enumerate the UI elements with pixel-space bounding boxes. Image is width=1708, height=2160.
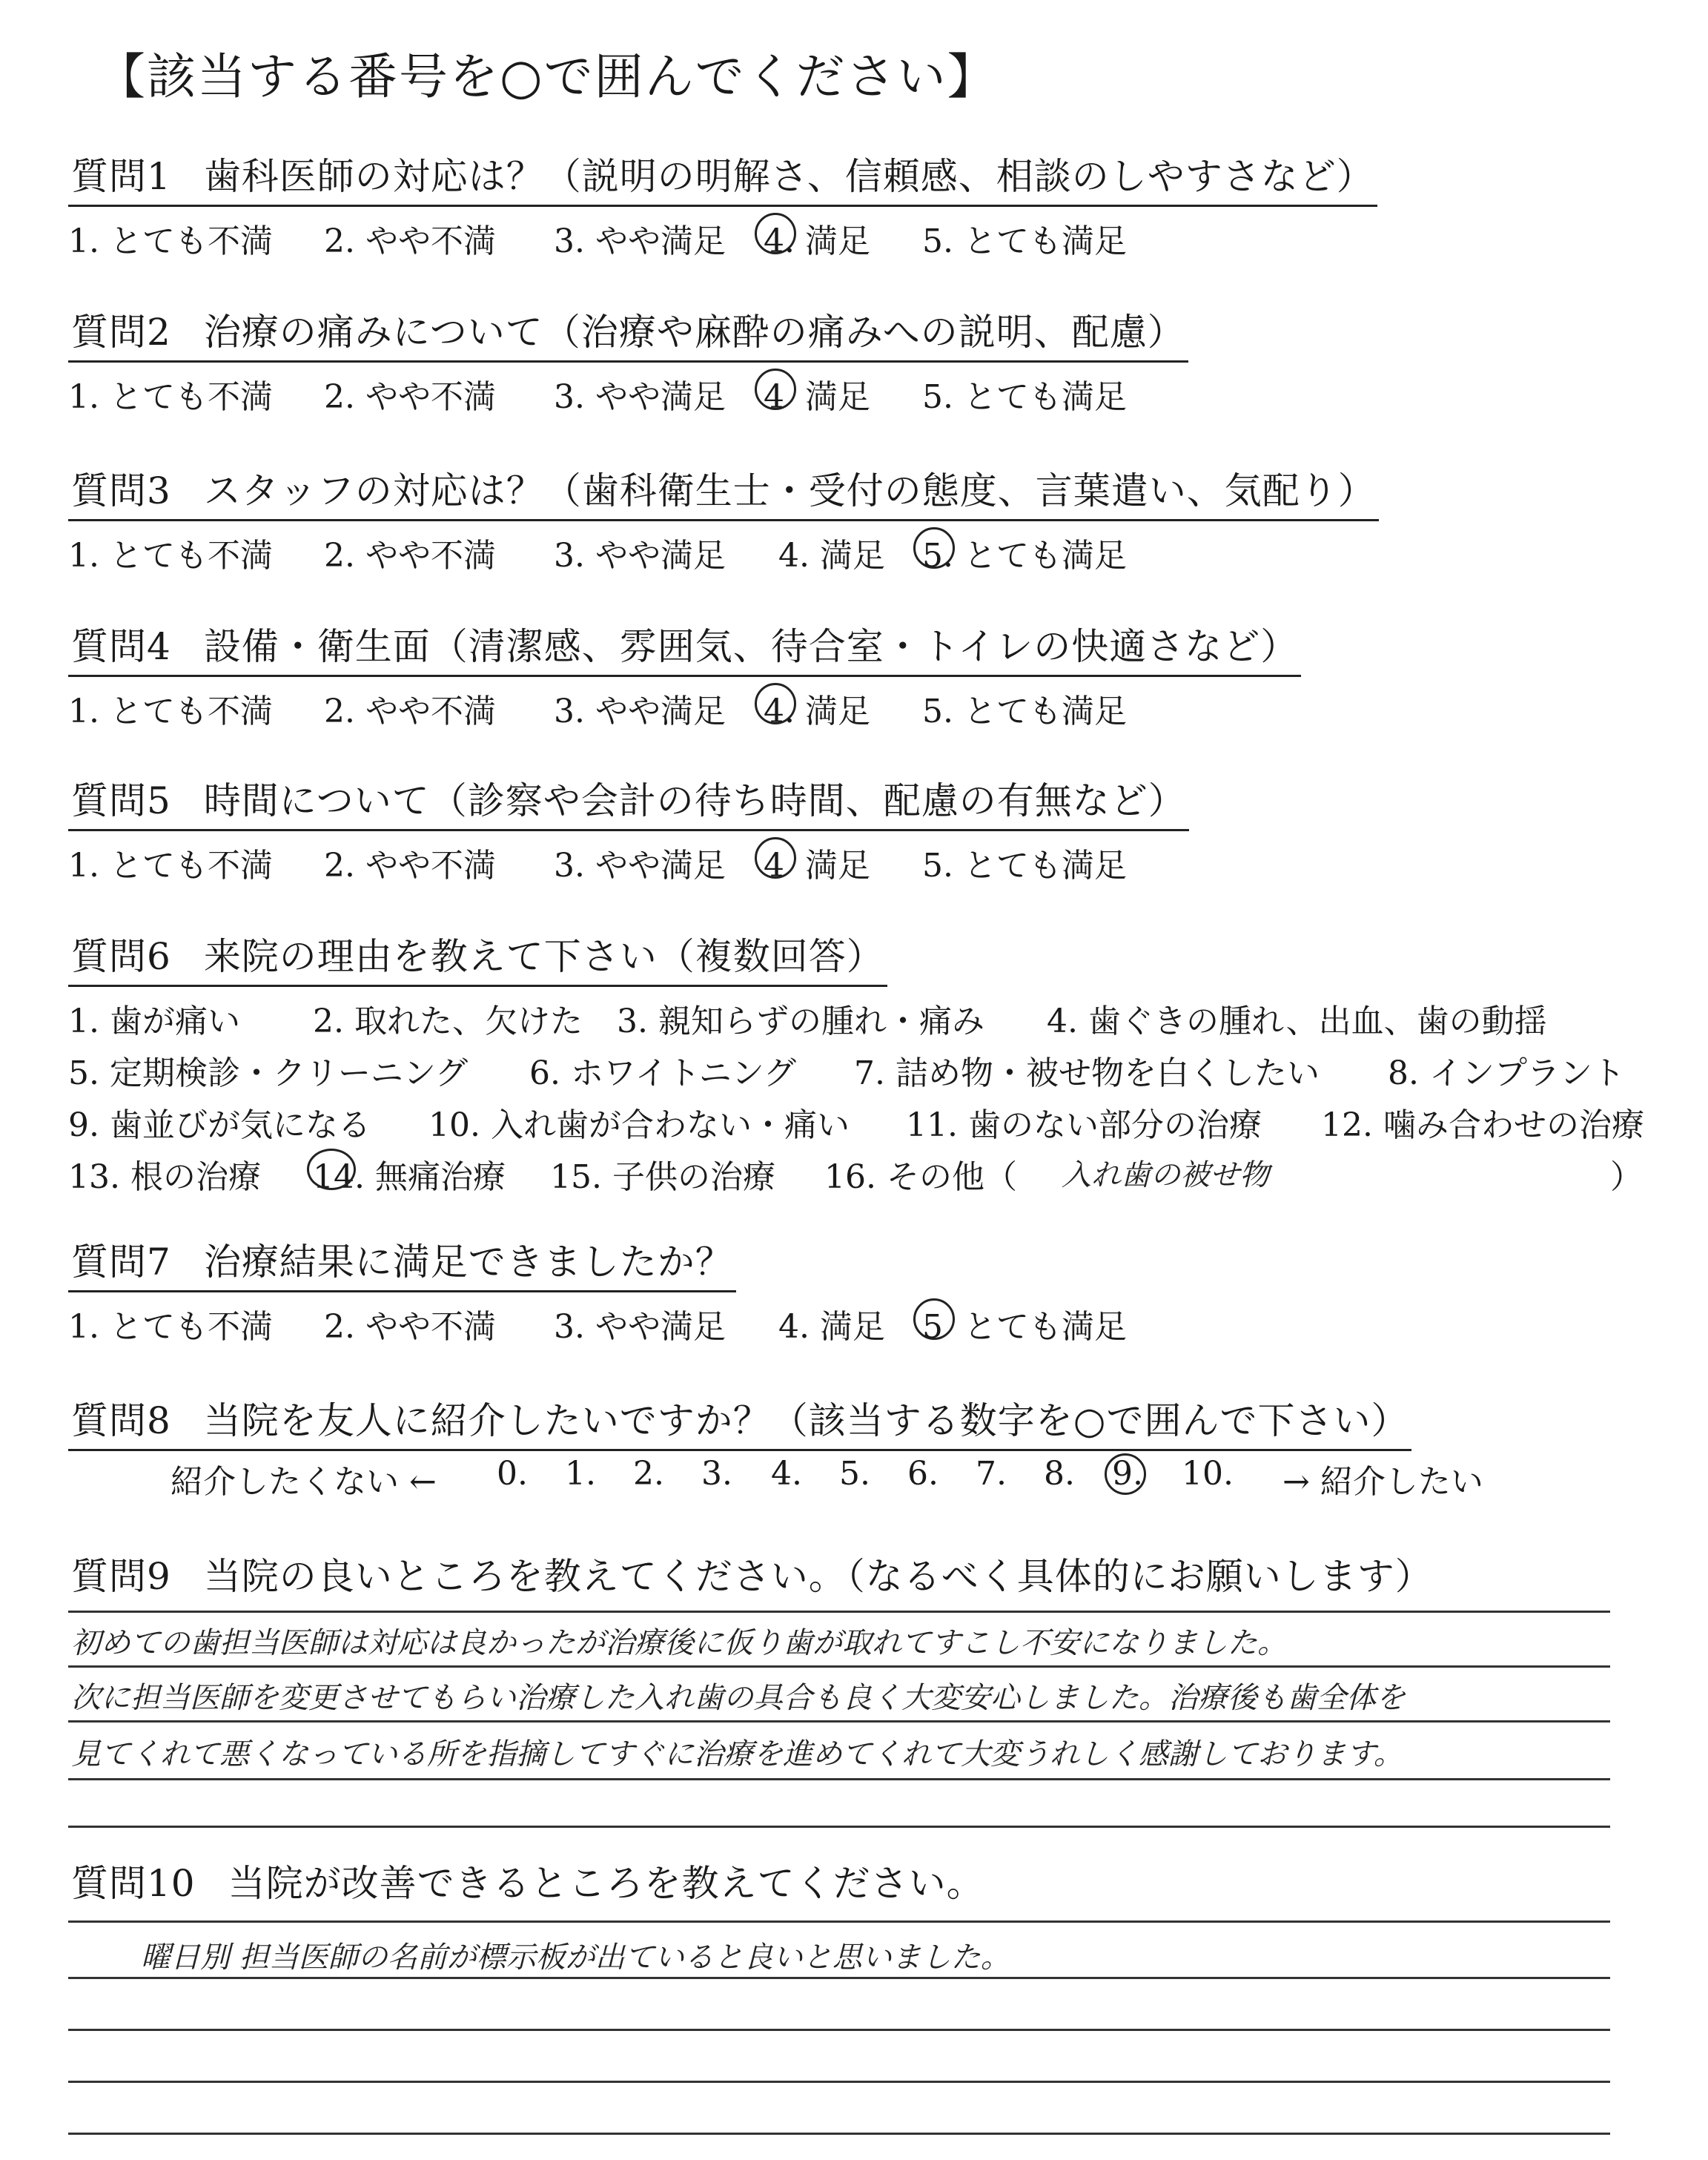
question-1-options	[68, 214, 1377, 266]
question-4-options	[68, 684, 1301, 736]
question-3	[68, 461, 1379, 581]
scale-0[interactable]: 0.	[497, 1455, 528, 1493]
option-4[interactable]: 4. 満足	[778, 537, 885, 575]
option-10[interactable]: 10. 入れ歯が合わない・痛い	[428, 1106, 850, 1144]
question-6-options	[68, 987, 1644, 1209]
q10-answer-line-1[interactable]: 曜日別 担当医師の名前が標示板が出ていると良いと思いました。	[141, 1941, 1010, 1975]
question-1-title	[68, 147, 1377, 207]
option-2[interactable]: 2. やや不満	[324, 537, 496, 575]
answer-line	[68, 2081, 1610, 2083]
option-1[interactable]: 1. 歯が痛い	[68, 1003, 240, 1040]
other-close-paren: ）	[1610, 1158, 1643, 1196]
answer-line	[68, 1720, 1610, 1723]
page-title: 【該当する番号を○で囲んでください】	[96, 48, 998, 105]
option-4-selected[interactable]: 4. 満足	[764, 684, 870, 732]
option-2[interactable]: 2. やや不満	[324, 847, 496, 885]
answer-line	[68, 1920, 1610, 1923]
q9-answer-line-3[interactable]: 見てくれて悪くなっている所を指摘してすぐに治療を進めてくれて大変うれしく感謝しております。	[71, 1737, 1403, 1771]
question-2	[68, 303, 1188, 422]
scale-2[interactable]: 2.	[633, 1455, 664, 1493]
option-5-selected[interactable]: 5 とても満足	[922, 1300, 1127, 1347]
question-2-title: 質問2 治療の痛みについて（治療や麻酔の痛みへの説明、配慮）	[68, 303, 1188, 363]
scale-4[interactable]: 4.	[771, 1455, 802, 1493]
scale-6[interactable]: 6.	[907, 1455, 939, 1493]
answer-line	[68, 1778, 1610, 1780]
option-6[interactable]: 6. ホワイトニング	[529, 1054, 797, 1092]
option-11[interactable]: 11. 歯のない部分の治療	[906, 1106, 1262, 1144]
option-15[interactable]: 15. 子供の治療	[550, 1158, 775, 1196]
question-5-title: 質問5 時間について（診察や会計の待ち時間、配慮の有無など）	[68, 771, 1189, 831]
option-5[interactable]: 5. とても満足	[922, 222, 1127, 260]
question-1-text: 歯科医師の対応は？（説明の明解さ、信頼感、相談のしやすさなど）	[203, 155, 1374, 198]
question-4	[68, 617, 1301, 736]
option-1[interactable]: 1. とても不満	[68, 378, 273, 416]
scale-9-selected[interactable]: 9.	[1112, 1455, 1143, 1493]
answer-line	[68, 2029, 1610, 2031]
scale-right-label: → 紹介したい	[1282, 1463, 1483, 1501]
option-5-selected[interactable]: 5. とても満足	[922, 529, 1127, 576]
question-1	[68, 147, 1377, 266]
option-7[interactable]: 7. 詰め物・被せ物を白くしたい	[854, 1054, 1320, 1092]
q9-answer-line-1[interactable]: 初めての歯担当医師は対応は良かったが治療後に仮り歯が取れてすこし不安になりました。	[71, 1626, 1287, 1660]
option-5[interactable]: 5. とても満足	[922, 693, 1127, 730]
option-3[interactable]: 3. 親知らずの腫れ・痛み	[617, 1003, 984, 1040]
option-14-selected[interactable]: 14. 無痛治療	[313, 1150, 506, 1198]
option-3[interactable]: 3. やや満足	[554, 222, 726, 260]
scale-7[interactable]: 7.	[976, 1455, 1007, 1493]
option-3[interactable]: 3. やや満足	[554, 1308, 726, 1346]
question-4-title: 質問4 設備・衛生面（清潔感、雰囲気、待合室・トイレの快適さなど）	[68, 617, 1301, 677]
question-8-title: 質問8 当院を友人に紹介したいですか？（該当する数字を○で囲んで下さい）	[68, 1391, 1411, 1451]
option-1[interactable]: 1. とても不満	[68, 1308, 273, 1346]
q9-answer-line-2[interactable]: 次に担当医師を変更させてもらい治療した入れ歯の具合も良く大変安心しました。治療後も歯全体を	[71, 1681, 1406, 1715]
answer-line	[68, 1826, 1610, 1828]
option-3[interactable]: 3. やや満足	[554, 847, 726, 885]
option-3[interactable]: 3. やや満足	[554, 378, 726, 416]
option-2[interactable]: 2. やや不満	[324, 1308, 496, 1346]
option-5[interactable]: 5. とても満足	[922, 378, 1127, 416]
answer-line	[68, 1611, 1610, 1613]
question-8	[68, 1391, 1411, 1451]
question-7-options	[68, 1300, 1127, 1352]
option-12[interactable]: 12. 噛み合わせの治療	[1321, 1106, 1644, 1144]
question-7-title: 質問7 治療結果に満足できましたか？	[68, 1232, 736, 1292]
answer-line	[68, 1665, 1610, 1668]
question-9	[68, 1547, 1436, 1605]
option-3[interactable]: 3. やや満足	[554, 537, 726, 575]
option-16[interactable]: 16. その他（	[824, 1158, 1017, 1196]
question-7	[68, 1232, 1127, 1352]
question-5-options	[68, 839, 1189, 891]
option-8[interactable]: 8. インプラント	[1388, 1054, 1625, 1092]
option-1[interactable]: 1. とても不満	[68, 537, 273, 575]
option-4[interactable]: 4. 歯ぐきの腫れ、出血、歯の動揺	[1047, 1003, 1547, 1040]
question-5	[68, 771, 1189, 891]
scale-8[interactable]: 8.	[1044, 1455, 1075, 1493]
question-6	[68, 927, 1644, 1209]
option-2[interactable]: 2. 取れた、欠けた	[313, 1003, 583, 1040]
option-4-selected[interactable]: 4 満足	[764, 839, 870, 886]
scale-5[interactable]: 5.	[839, 1455, 870, 1493]
question-2-options	[68, 370, 1188, 422]
option-5[interactable]: 5. 定期検診・クリーニング	[68, 1054, 469, 1092]
question-10	[68, 1854, 987, 1912]
option-5[interactable]: 5. とても満足	[922, 847, 1127, 885]
option-1[interactable]: 1. とても不満	[68, 222, 273, 260]
option-2[interactable]: 2. やや不満	[324, 693, 496, 730]
option-2[interactable]: 2. やや不満	[324, 378, 496, 416]
option-1[interactable]: 1. とても不満	[68, 847, 273, 885]
option-9[interactable]: 9. 歯並びが気になる	[68, 1106, 371, 1144]
question-10-title: 質問10 当院が改善できるところを教えてください。	[71, 1862, 984, 1905]
selection-circle-icon	[307, 1149, 356, 1190]
option-1[interactable]: 1. とても不満	[68, 693, 273, 730]
question-3-options	[68, 529, 1379, 581]
question-6-title: 質問6 来院の理由を教えて下さい（複数回答）	[68, 927, 887, 987]
question-9-title: 質問9 当院の良いところを教えてください。（なるべく具体的にお願いします）	[71, 1555, 1433, 1598]
option-4-selected[interactable]: 4. 満足	[764, 214, 870, 262]
option-4-selected[interactable]: 4 満足	[764, 370, 870, 417]
scale-left-label: 紹介したくない ←	[171, 1463, 437, 1501]
answer-line	[68, 2133, 1610, 2135]
option-3[interactable]: 3. やや満足	[554, 693, 726, 730]
question-1-number: 質問1	[71, 155, 171, 198]
scale-3[interactable]: 3.	[701, 1455, 732, 1493]
answer-line	[68, 1977, 1610, 1979]
scale-1[interactable]: 1.	[565, 1455, 596, 1493]
option-4[interactable]: 4. 満足	[778, 1308, 885, 1346]
option-2[interactable]: 2. やや不満	[324, 222, 496, 260]
other-answer-handwriting: 入れ歯の被せ物	[1062, 1158, 1269, 1192]
scale-10[interactable]: 10.	[1182, 1455, 1234, 1493]
question-3-title: 質問3 スタッフの対応は？（歯科衛生士・受付の態度、言葉遣い、気配り）	[68, 461, 1379, 521]
option-13[interactable]: 13. 根の治療	[68, 1158, 261, 1196]
